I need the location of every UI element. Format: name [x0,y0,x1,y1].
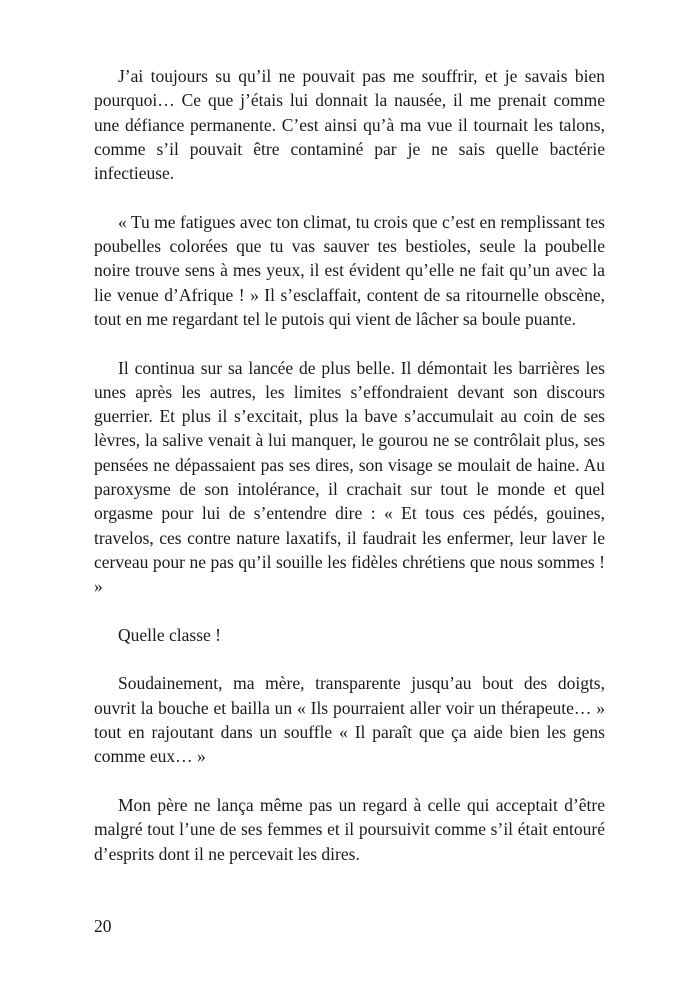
paragraph-1: J’ai toujours su qu’il ne pouvait pas me souffrir, et je savais bien pourquoi… Ce que j’étais lui donnait la nausée, il me prenait comme une défiance permanente. C’est ainsi qu’à ma vue il tournait les talons, comme s’il pouvait être contaminé par je ne sais quelle bactérie infectieuse. [94,66,605,184]
paragraph-4: Quelle classe ! [118,624,222,645]
paragraph-2: « Tu me fatigues avec ton climat, tu crois que c’est en remplissant tes poubelles colorées que tu vas sauver tes bestioles, seule la poubelle noire trouve sens à mes yeux, il est évident qu’elle ne fait qu’un avec la lie venue d’Afrique ! » Il s’esclaffait, content de sa ritournelle obscène, tout en me regardant tel le putois qui vient de lâcher sa boule puante. [94,211,605,329]
paragraph-5: Soudainement, ma mère, transparente jusqu’au bout des doigts, ouvrit la bouche et bailla un « Ils pourraient aller voir un thérapeute… » tout en rajoutant dans un souffle « Il paraît que ça aide bien les gens comme eux… » [94,673,605,767]
body-text [94,64,605,866]
page-number: 20 [94,916,112,936]
paragraph-6: Mon père ne lança même pas un regard à celle qui acceptait d’être malgré tout l’une de ses femmes et il poursuivit comme s’il était entouré d’esprits dont il ne percevait les dires. [94,794,605,864]
paragraph-3: Il continua sur sa lancée de plus belle. Il démontait les barrières les unes après les autres, les limites s’effondraient devant son discours guerrier. Et plus il s’excitait, plus la bave s’accumulait au coin de ses lèvres, la salive venait à lui manquer, le gourou ne se contrôlait plus, ses pensées ne dépassaient pas ses dires, son visage se moulait de haine. Au paroxysme de son intolérance, il crachait sur tout le monde et quel orgasme pour lui de s’entendre dire : « Et tous ces pédés, gouines, travelos, ces contre nature laxatifs, il faudrait les enfermer, leur laver le cerveau pour ne pas qu’il souille les fidèles chrétiens que nous sommes ! » [94,357,605,597]
